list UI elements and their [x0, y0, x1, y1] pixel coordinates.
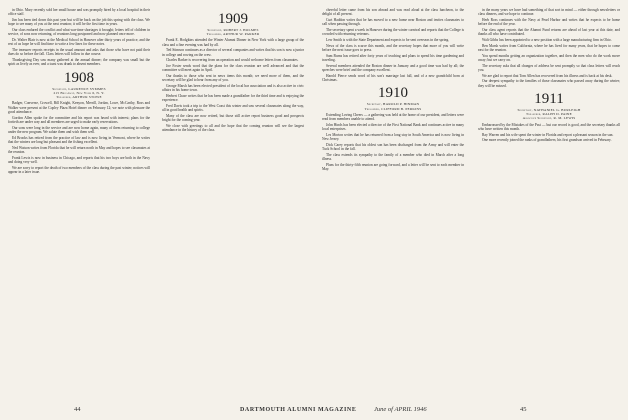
page-number-right: 45 [520, 406, 527, 413]
paragraph: Joe Foster sends word that the plans for the class reunion are well advanced and that the committee will meet again in April. [162, 64, 304, 73]
col4-top-text [478, 8, 620, 88]
secretary-line: Secretary, NATHANIEL G. BURLEIGH [517, 108, 581, 112]
page-number-left: 44 [74, 406, 81, 413]
class-year-heading: 1909 [218, 11, 248, 27]
paragraph: in the many years we have had something of that sort in mind — either through newsletters or class dinners, and we hope to continue. [478, 8, 620, 17]
paragraph: Fred Davis took a trip to the West Coast this winter and saw several classmates along the way, all in good health and spirits. [162, 104, 304, 113]
paragraph: Extending Loving Cheers — a gathering was held at the home of our president, and letters were read from members unable to attend. [322, 112, 464, 122]
class-year-heading: 1910 [378, 85, 408, 102]
paragraph: Lew Smith is with the State Department and expects to be sent overseas in the spring. [326, 38, 450, 42]
col3-bottom-text [322, 113, 464, 172]
secretary-line: Treasurer, ARTHUR W. PARKER [206, 32, 260, 37]
paragraph: John Hinds has been elected a director of the First National Bank and continues active in many local enterprises. [322, 122, 464, 132]
paragraph: Our class agent reports that the Alumni Fund returns are ahead of last year at this date, and thanks all who have contributed. [478, 28, 620, 37]
secretary-line: Secretary, HAROLD P. HINMAN [366, 102, 420, 107]
paragraph: Ned Watson writes from Florida that he will return north in May and hopes to see classmates at the reunion. [8, 145, 150, 155]
secretary-heading [322, 102, 464, 110]
paragraph: Our thanks to those who sent in news items this month; we need more of them, and the secretary will be glad to hear from any of you. [162, 74, 304, 83]
col2-text [162, 38, 304, 132]
paragraph: The secretary asks that all changes of address be sent promptly so that class letters will reach you. [478, 63, 620, 72]
paragraph: Plans for the thirty-fifth reunion are going forward, and a letter will be sent to each member in May. [322, 162, 464, 172]
secretary-line: 215 Broadway, New York 6, N. Y. [53, 91, 105, 96]
secretary-heading [8, 87, 150, 100]
paragraph: We are sorry to report the death of two members of the class during the past winter; notices will appear in a later issue. [8, 165, 150, 175]
paragraph: Curt Haddon writes that he has moved to a new home near Boston and invites classmates to call when passing through. [322, 18, 464, 27]
paragraph: George Marsh has been elected president of the local bar association and is also active in civic affairs in his home town. [162, 84, 304, 93]
secretary-line: Treasurer, ARTHUR STOWE [56, 95, 102, 100]
secretary-heading [162, 28, 304, 36]
paragraph: in Ohio. Mary recently sold her small house and was promptly hired by a local hospital in their office staff. [8, 8, 150, 17]
page-footer [0, 404, 628, 416]
paragraph: Badger, Converse, Crowell, Bill Knight, Kenyon, Merrill, Jordan, Lowe, McCarthy, Ross and Walker were present at the Copley Plaza Hotel dinner on February 12; we note with pleasure the good attendance. [8, 101, 150, 115]
paragraph: Ray Warren and his wife spent the winter in Florida and report a pleasant season in the sun. [482, 132, 614, 137]
paragraph: Harold Pierce sends word of his son's marriage last fall, and of a new grandchild born at Christmas. [322, 73, 464, 82]
paragraph: Many of the class are now retired, but those still active report business good and prospects bright for the coming year. [162, 114, 304, 123]
paragraph: Dick Carey reports that his oldest son has been discharged from the Army and will enter the Tuck School in the fall. [322, 142, 464, 152]
paragraph: Ben Marsh writes from California, where he has lived for many years, that he hopes to come east for the reunion. [478, 43, 620, 52]
paragraph: Ed Brooks has retired from the practice of law and is now living in Vermont, where he writes that the winters are long but pleasant and the fishing excellent. [8, 135, 150, 145]
paragraph: We are glad to report that Tom Allen has recovered from his illness and is back at his desk. [482, 73, 613, 78]
column-1 [8, 8, 150, 400]
column-4 [478, 8, 620, 400]
paragraph: cheerful letter came from his son abroad and was read aloud at the class luncheon, to the delight of all present. [322, 8, 464, 17]
paragraph: News of the class is scarce this month, and the secretary hopes that more of you will write before the next issue goes to press. [322, 43, 464, 52]
paragraph: Walt Gibbs has been appointed to a new position with a large manufacturing firm in Ohio. [482, 38, 612, 42]
secretary-line: Secretary, LAURENCE SYMMES [52, 86, 106, 91]
column-3 [322, 8, 464, 400]
paragraph: Embarrassed by the Mistakes of the Past — but our record is good, and the secretary thanks all who have written this month. [478, 122, 620, 132]
paragraph: You spend months getting an organization together, and then the men who do the work move away; but we carry on. [478, 53, 620, 62]
secretary-line: Treasurer, RALPH D. PAINE [526, 112, 572, 117]
col3-top-text [322, 8, 464, 82]
paragraph: Our deepest sympathy to the families of those classmates who passed away during the winter; they will be missed. [478, 79, 620, 88]
col4-bottom-text [478, 123, 620, 143]
paragraph: Ted Stimson continues as a director of several companies and writes that his son is now a junior in college and rowing on the crew. [162, 48, 304, 57]
paragraph: Jim has been tied down this past year but will be back on the job this spring with the class. We hope to see many of you at the next reunion; it will be the first time in years. [8, 18, 150, 27]
issue-date: June of APRIL 1946 [374, 406, 427, 413]
secretary-heading [478, 108, 620, 121]
secretary-line: Treasurer, CLIFFORD B. PERKINS [364, 106, 422, 111]
secretary-line: Secretary, ROBERT J. HOLMES [207, 28, 259, 32]
column-2 [162, 8, 304, 400]
paragraph: The treasurer reports receipts in the usual amount and asks that those who have not paid their dues do so before the fall. Class letters will follow in due course. [8, 48, 150, 57]
paragraph: Frank Lewis is now in business in Chicago, and reports that his two boys are both in the Navy and doing very well. [8, 155, 150, 165]
secretary-line: Associate Secretary, R. M. LEWIS [522, 116, 576, 121]
paragraph: We close with greetings to all and the hope that the coming reunion will see the largest attendance in the history of the class. [162, 124, 304, 133]
magazine-title: DARTMOUTH ALUMNI MAGAZINE [240, 407, 357, 413]
paragraph: Our class endured the conflict and what war-time shortages it brought; letters tell of children in service, of sons now returning, of reunions long postponed and now planned once more. [8, 28, 150, 37]
paragraph: Herbert Chase writes that he has been made a grandfather for the third time and is enjoying the experience. [162, 94, 304, 103]
paragraph: Frank E. Hodgkins attended the Winter Alumni Dinner in New York with a large group of the class and a fine evening was had by all. [162, 38, 304, 47]
paragraph: Charles Barker is recovering from an operation and would welcome letters from classmates. [166, 58, 299, 63]
paragraph: One more recently joined the ranks of grandfathers; his first grandson arrived in February. [482, 138, 612, 143]
paragraph: Dr. Walter Blair is now at the Medical School in Hanover after thirty years of practice, and the rest of us hope he will find time to write a few lines for these notes. [8, 38, 150, 47]
paragraph: Herb Ross continues with the Navy at Pearl Harbor and writes that he expects to be home before the end of the year. [478, 18, 620, 27]
paragraph: Thanksgiving Day saw many gathered at the annual dinner; the company was small but the spirit as lively as ever, and a toast was drunk to absent members. [8, 58, 150, 67]
paragraph: Sam Burns has retired after forty years of teaching and plans to spend his time gardening and traveling. [322, 53, 464, 62]
col1-top-text [8, 8, 150, 67]
paragraph: The class extends its sympathy to the family of a member who died in March after a long illness. [322, 152, 464, 162]
paragraph: Les Morton writes that he has returned from a long stay in South America and is now living in New Jersey. [322, 132, 464, 142]
class-year-heading: 1911 [534, 91, 564, 107]
class-year-heading: 1908 [64, 69, 94, 86]
paragraph: Several members attended the Boston dinner in January and a good time was had by all; the speeches were brief and the company excellent. [322, 63, 464, 72]
col1-bottom-text [8, 101, 150, 174]
paragraph: The secretary spent a week in Hanover during the winter carnival and reports that the College is crowded with returning veterans. [322, 28, 464, 37]
paragraph: Our sons were long in the service and are now home again, many of them returning to college under the new program. We salute them and wish them well. [8, 125, 150, 135]
paragraph: Gordon Allen spoke for the committee and his report was heard with interest; plans for the fortieth are under way and all members are urged to make early reservations. [8, 115, 150, 125]
